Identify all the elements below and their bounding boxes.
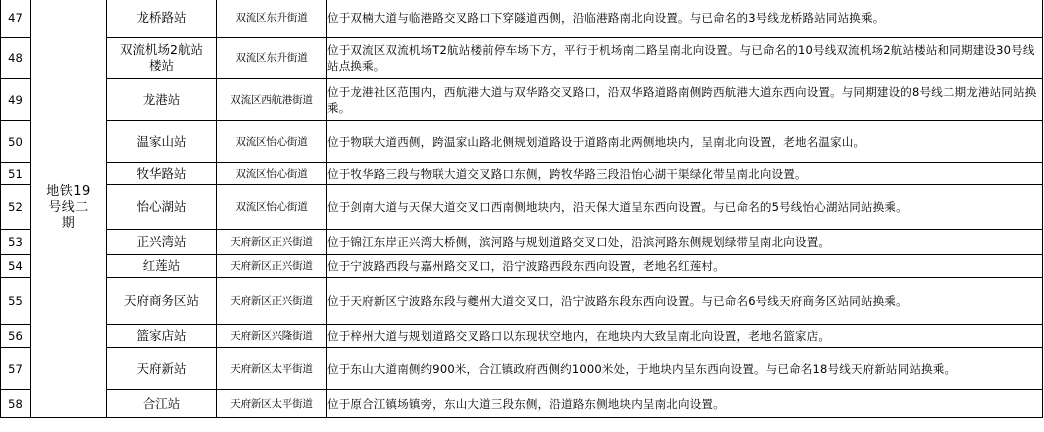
station-area: 天府新区太平街道 bbox=[217, 348, 327, 390]
station-name: 篮家店站 bbox=[107, 325, 217, 348]
row-number: 56 bbox=[1, 325, 31, 348]
line-name-cell bbox=[31, 0, 107, 418]
row-number: 49 bbox=[1, 79, 31, 121]
station-name: 牧华路站 bbox=[107, 163, 217, 185]
station-name-text: 双流机场2航站楼站 bbox=[120, 42, 203, 73]
table-row bbox=[1, 278, 1043, 325]
row-number: 52 bbox=[1, 185, 31, 230]
station-description: 位于双流区双流机场T2航站楼前停车场下方，平行于机场南二路呈南北向设置。与已命名的10号线双流机场2航站楼站和同期建设30号线站点换乘。 bbox=[327, 38, 1043, 79]
table-row bbox=[1, 0, 1043, 38]
station-area: 天府新区正兴街道 bbox=[217, 230, 327, 255]
row-number: 48 bbox=[1, 38, 31, 79]
station-name: 合江站 bbox=[107, 390, 217, 418]
station-name: 天府商务区站 bbox=[107, 278, 217, 325]
station-description: 位于龙港社区范围内，西航港大道与双华路交叉路口，沿双华路道路南侧跨西航港大道东西向设置。与同期建设的8号线二期龙港站同站换乘。 bbox=[327, 79, 1043, 121]
station-area: 双流区怡心街道 bbox=[217, 163, 327, 185]
station-name: 怡心湖站 bbox=[107, 185, 217, 230]
station-area: 双流区西航港街道 bbox=[217, 79, 327, 121]
station-description: 位于牧华路三段与物联大道交叉路口东侧，跨牧华路三段沿怡心湖干渠绿化带呈南北向设置。 bbox=[327, 163, 1043, 185]
table-row bbox=[1, 255, 1043, 278]
row-number: 55 bbox=[1, 278, 31, 325]
row-number: 51 bbox=[1, 163, 31, 185]
table-row bbox=[1, 230, 1043, 255]
station-name: 天府新站 bbox=[107, 348, 217, 390]
station-area: 天府新区正兴街道 bbox=[217, 278, 327, 325]
station-description: 位于天府新区宁波路东段与夔州大道交叉口，沿宁波路东段东西向设置。与已命名6号线天府商务区站同站换乘。 bbox=[327, 278, 1043, 325]
station-description: 位于锦江东岸正兴湾大桥侧，滨河路与规划道路交叉口处，沿滨河路东侧规划绿带呈南北向设置。 bbox=[327, 230, 1043, 255]
station-name: 温家山站 bbox=[107, 121, 217, 163]
station-description: 位于双楠大道与临港路交叉路口下穿隧道西侧，沿临港路南北向设置。与已命名的3号线龙桥路站同站换乘。 bbox=[327, 0, 1043, 38]
row-number: 53 bbox=[1, 230, 31, 255]
station-name bbox=[107, 38, 217, 79]
table-row bbox=[1, 163, 1043, 185]
station-name: 龙港站 bbox=[107, 79, 217, 121]
station-name: 正兴湾站 bbox=[107, 230, 217, 255]
table-row bbox=[1, 325, 1043, 348]
line-name: 地铁19号线二期 bbox=[46, 184, 91, 231]
row-number: 58 bbox=[1, 390, 31, 418]
table-row bbox=[1, 390, 1043, 418]
station-area: 双流区东升街道 bbox=[217, 38, 327, 79]
station-area: 双流区怡心街道 bbox=[217, 121, 327, 163]
row-number: 50 bbox=[1, 121, 31, 163]
station-description: 位于宁波路西段与嘉州路交叉口，沿宁波路西段东西向设置，老地名红莲村。 bbox=[327, 255, 1043, 278]
station-area: 双流区东升街道 bbox=[217, 0, 327, 38]
row-number: 54 bbox=[1, 255, 31, 278]
station-description: 位于剑南大道与天保大道交叉口西南侧地块内，沿天保大道呈东西向设置。与已命名的5号线怡心湖站同站换乘。 bbox=[327, 185, 1043, 230]
table-row bbox=[1, 38, 1043, 79]
station-area: 天府新区兴隆街道 bbox=[217, 325, 327, 348]
station-name: 龙桥路站 bbox=[107, 0, 217, 38]
row-number: 47 bbox=[1, 0, 31, 38]
station-description: 位于物联大道西侧，跨温家山路北侧规划道路设于道路南北两侧地块内，呈南北向设置，老地名温家山。 bbox=[327, 121, 1043, 163]
row-number: 57 bbox=[1, 348, 31, 390]
table-row bbox=[1, 185, 1043, 230]
station-area: 天府新区太平街道 bbox=[217, 390, 327, 418]
table-row bbox=[1, 121, 1043, 163]
station-description: 位于梓州大道与规划道路交叉路口以东现状空地内，在地块内大致呈南北向设置，老地名篮家店。 bbox=[327, 325, 1043, 348]
station-name: 红莲站 bbox=[107, 255, 217, 278]
station-area: 双流区怡心街道 bbox=[217, 185, 327, 230]
station-description: 位于东山大道南侧约900米，合江镇政府西侧约1000米处，于地块内呈东西向设置。与已命名18号线天府新站同站换乘。 bbox=[327, 348, 1043, 390]
station-description: 位于原合江镇场镇旁，东山大道三段东侧，沿道路东侧地块内呈南北向设置。 bbox=[327, 390, 1043, 418]
table-row bbox=[1, 348, 1043, 390]
station-area: 天府新区正兴街道 bbox=[217, 255, 327, 278]
table-row bbox=[1, 79, 1043, 121]
